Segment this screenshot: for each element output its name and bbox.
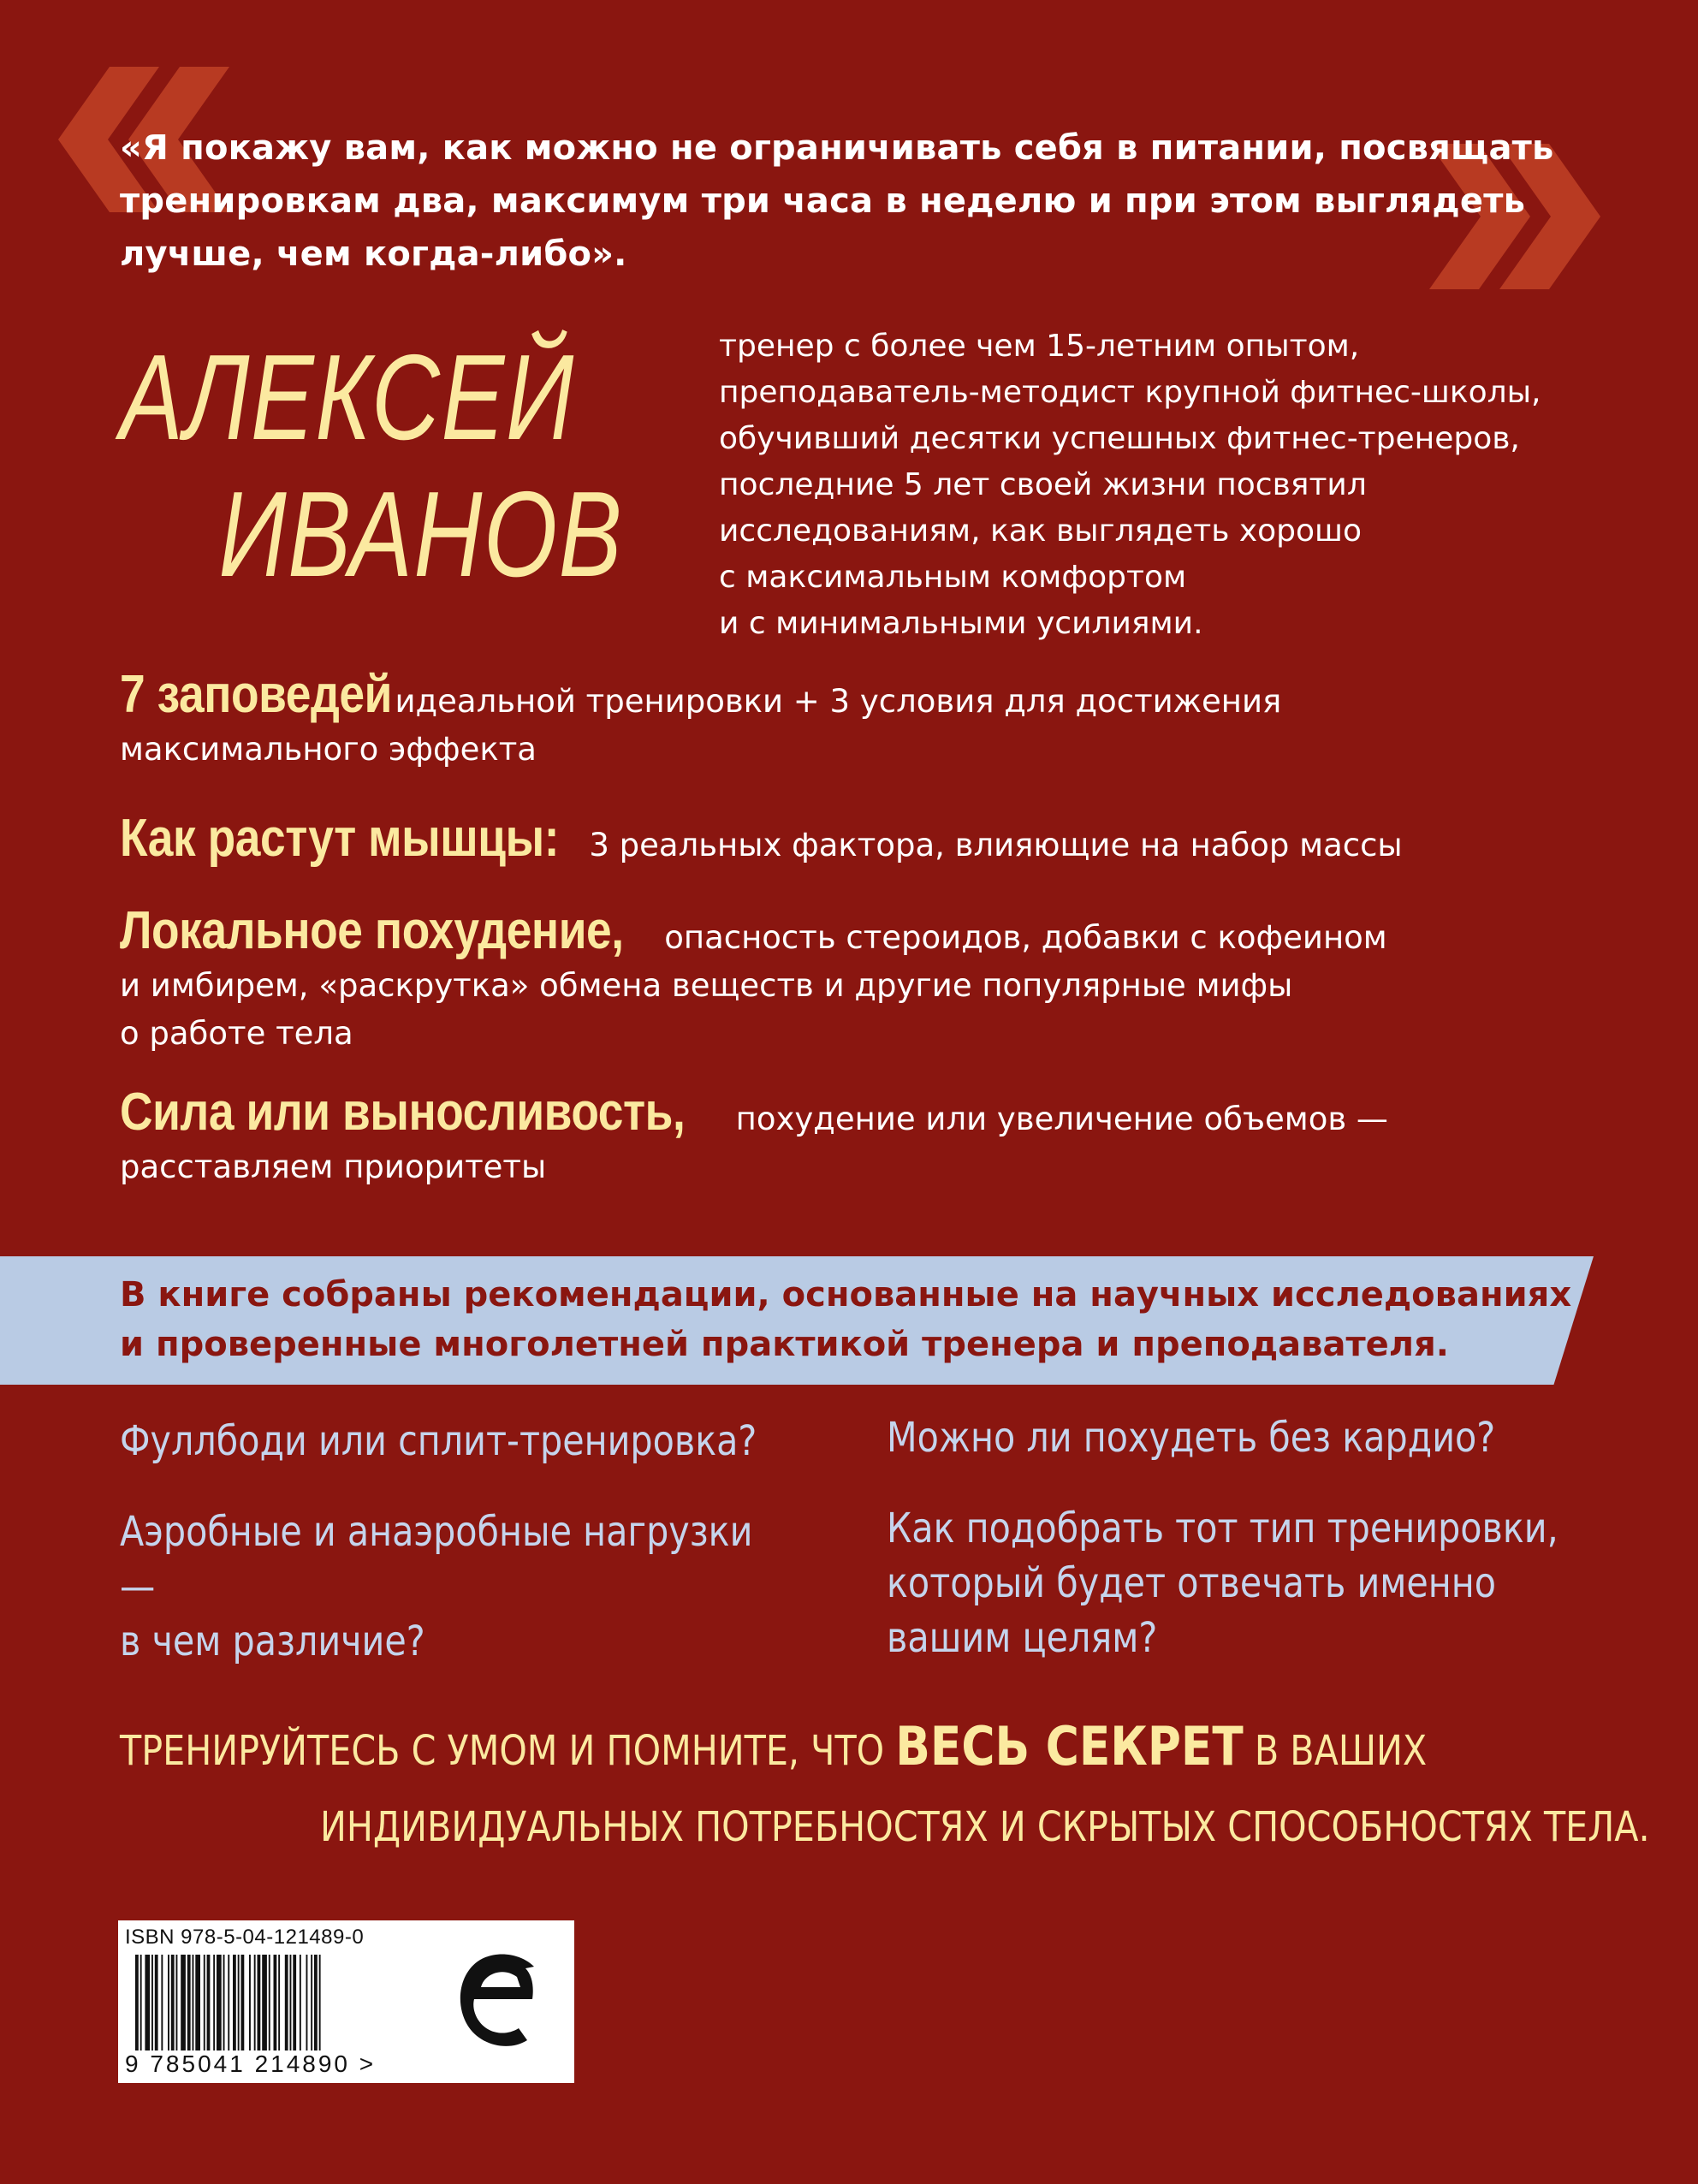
barcode-bar — [195, 1955, 200, 2050]
barcode-bar — [168, 1955, 169, 2050]
publisher-logo-icon — [452, 1948, 548, 2054]
feature-text: расставляем приоритеты — [120, 1148, 547, 1185]
barcode-bar — [274, 1955, 277, 2050]
barcode-bar — [269, 1955, 270, 2050]
barcode-bar — [187, 1955, 191, 2050]
final-statement-line-2: ИНДИВИДУАЛЬНЫХ ПОТРЕБНОСТЯХ И СКРЫТЫХ СПОСОБНОСТЯХ ТЕЛА. — [320, 1803, 1650, 1851]
question-text: в чем различие? — [120, 1617, 425, 1665]
question-text: который будет отвечать именно — [887, 1559, 1497, 1607]
question-text: вашим целям? — [887, 1614, 1158, 1662]
band-line-1: В книге собраны рекомендации, основанные на научных исследованиях — [120, 1275, 1572, 1315]
barcode-bar — [262, 1955, 267, 2050]
barcode-bar — [278, 1955, 280, 2050]
bio-line: преподаватель-методист крупной фитнес-школы, — [719, 375, 1541, 410]
author-bio — [719, 323, 1609, 647]
intro-quote — [120, 122, 1575, 281]
final-text: ТРЕНИРУЙТЕСЬ С УМОМ И ПОМНИТЕ, ЧТО — [120, 1727, 896, 1775]
quote-line-1: «Я покажу вам, как можно не ограничивать себя в питании, посвящать — [120, 128, 1554, 168]
feature-heading: Сила или выносливость, — [120, 1083, 686, 1142]
final-text: В ВАШИХ — [1243, 1727, 1428, 1775]
question-text: Фуллбоди или сплит-тренировка? — [120, 1417, 757, 1465]
feature-item — [120, 809, 1626, 869]
feature-item — [120, 901, 1626, 1058]
bio-line: и с минимальными усилиями. — [719, 606, 1203, 641]
question-item — [887, 1410, 1594, 1465]
bio-line: тренер с более чем 15-летним опытом, — [719, 329, 1360, 364]
barcode-bar — [311, 1955, 312, 2050]
feature-text: опасность стероидов, добавки с кофеином — [654, 919, 1387, 956]
feature-text: похудение или увеличение объемов — — [725, 1101, 1388, 1137]
final-statement-line-1 — [120, 1717, 1427, 1781]
barcode-bar — [241, 1955, 245, 2050]
feature-text: максимального эффекта — [120, 731, 537, 768]
barcode-bar — [140, 1955, 142, 2050]
barcode-image — [135, 1955, 418, 2050]
question-text: Как подобрать тот тип тренировки, — [887, 1504, 1558, 1552]
bio-line: исследованиям, как выглядеть хорошо — [719, 513, 1363, 549]
barcode-bar — [171, 1955, 175, 2050]
barcode-bar — [293, 1955, 296, 2050]
barcode-bar — [217, 1955, 222, 2050]
barcode-bar — [319, 1955, 321, 2050]
highlight-band-text — [120, 1270, 1592, 1369]
feature-heading: Как растут мышцы: — [120, 809, 560, 868]
barcode-bar — [306, 1955, 308, 2050]
barcode-bar — [155, 1955, 158, 2050]
barcode-bar — [193, 1955, 194, 2050]
barcode-bar — [213, 1955, 215, 2050]
barcode-bar — [233, 1955, 236, 2050]
feature-item — [120, 1083, 1626, 1191]
isbn-label: ISBN 978-5-04-121489-0 — [125, 1926, 365, 1949]
question-text: Можно ли похудеть без кардио? — [887, 1414, 1496, 1462]
barcode-bar — [145, 1955, 150, 2050]
barcode-bar — [207, 1955, 211, 2050]
barcode-bar — [223, 1955, 225, 2050]
band-line-2: и проверенные многолетней практикой тренера и преподавателя. — [120, 1325, 1449, 1364]
final-emphasis: ВЕСЬ СЕКРЕТ — [895, 1715, 1244, 1777]
bio-line: с максимальным комфортом — [719, 560, 1187, 595]
question-item — [887, 1501, 1594, 1665]
bio-line: обучивший десятки успешных фитнес-тренеров, — [719, 421, 1520, 456]
barcode-bar — [204, 1955, 205, 2050]
author-last-name: ИВАНОВ — [218, 466, 624, 602]
feature-text: о работе тела — [120, 1015, 353, 1052]
feature-text: идеальной тренировки + 3 условия для достижения — [384, 683, 1282, 720]
barcode-bar — [254, 1955, 256, 2050]
quote-line-3: лучше, чем когда-либо». — [120, 234, 627, 274]
barcode-bar — [176, 1955, 178, 2050]
author-name — [120, 329, 624, 603]
feature-text: и имбирем, «раскрутка» обмена веществ и другие популярные мифы — [120, 967, 1293, 1004]
quote-line-2: тренировкам два, максимум три часа в неделю и при этом выглядеть — [120, 181, 1526, 221]
barcode-bar — [290, 1955, 292, 2050]
barcode-bar — [238, 1955, 240, 2050]
feature-heading: 7 заповедей — [120, 665, 392, 724]
barcode-bar — [300, 1955, 301, 2050]
question-text: Аэробные и анаэробные нагрузки — — [120, 1508, 753, 1611]
bio-line: последние 5 лет своей жизни посвятил — [719, 467, 1367, 502]
ean-digits: 9 785041 214890 > — [125, 2050, 377, 2077]
barcode-bar — [151, 1955, 153, 2050]
feature-item — [120, 665, 1626, 774]
barcode-bar — [258, 1955, 261, 2050]
barcode-bar — [249, 1955, 251, 2050]
barcode-bar — [314, 1955, 318, 2050]
barcode-bar — [285, 1955, 288, 2050]
feature-heading: Локальное похудение, — [120, 901, 624, 960]
barcode-bar — [135, 1955, 139, 2050]
feature-text: 3 реальных фактора, влияющие на набор массы — [579, 827, 1403, 864]
barcode-bar — [181, 1955, 186, 2050]
barcode-bar — [161, 1955, 163, 2050]
question-item — [120, 1414, 782, 1469]
barcode-bar — [228, 1955, 229, 2050]
question-item — [120, 1504, 782, 1669]
author-first-name: АЛЕКСЕЙ — [120, 329, 575, 466]
